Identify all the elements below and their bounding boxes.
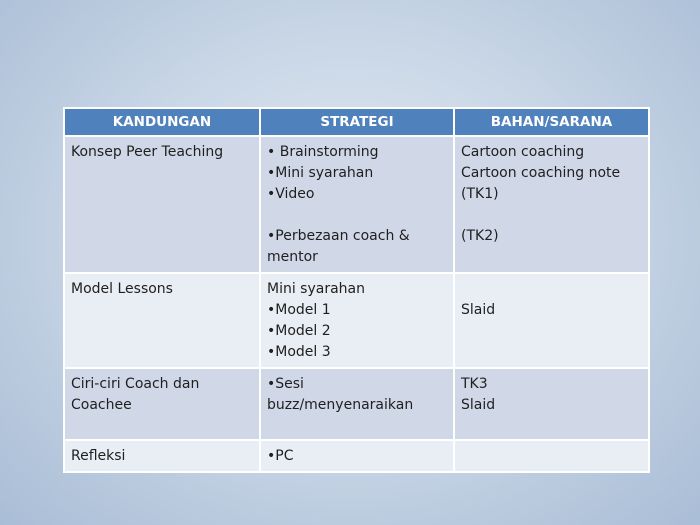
content-cell [64, 440, 260, 472]
content-text: Refleksi [71, 448, 126, 464]
strategy-item: •Model 2 [267, 323, 331, 339]
content-cell [64, 368, 260, 440]
strategy-item: •Sesi buzz/menyenaraikan [267, 376, 414, 413]
strategy-cell [260, 440, 454, 472]
content-cell [64, 136, 260, 273]
table-row [64, 368, 649, 440]
materials-cell [454, 136, 649, 273]
materials-cell [454, 368, 649, 440]
strategy-cell [260, 136, 454, 273]
table-header-row [64, 108, 649, 136]
header-strategi: STRATEGI [260, 108, 454, 136]
table-row [64, 273, 649, 368]
material-item: (TK2) [461, 228, 499, 244]
material-item: Cartoon coaching [461, 144, 585, 160]
material-item: Slaid [461, 397, 496, 413]
header-bahan-sarana: BAHAN/SARANA [454, 108, 649, 136]
content-text: Ciri-ciri Coach dan Coachee [71, 376, 200, 413]
content-text: Konsep Peer Teaching [71, 144, 224, 160]
content-text: Model Lessons [71, 281, 173, 297]
material-item: Cartoon coaching note [461, 165, 621, 181]
strategy-item: •Video [267, 186, 315, 202]
content-table [63, 107, 650, 473]
strategy-item: •Mini syarahan [267, 165, 374, 181]
material-item: Slaid [461, 302, 496, 318]
strategy-item: • Brainstorming [267, 144, 379, 160]
material-item: (TK1) [461, 186, 499, 202]
content-cell [64, 273, 260, 368]
materials-cell [454, 440, 649, 472]
strategy-item: •Model 3 [267, 344, 331, 360]
strategy-cell [260, 273, 454, 368]
strategy-item: •Perbezaan coach & mentor [267, 228, 410, 265]
strategy-item: •Model 1 [267, 302, 331, 318]
table-row [64, 440, 649, 472]
material-item: TK3 [461, 376, 488, 392]
table-row [64, 136, 649, 273]
strategy-item: •PC [267, 448, 294, 464]
strategy-item: Mini syarahan [267, 281, 365, 297]
materials-cell [454, 273, 649, 368]
strategy-cell [260, 368, 454, 440]
header-kandungan: KANDUNGAN [64, 108, 260, 136]
